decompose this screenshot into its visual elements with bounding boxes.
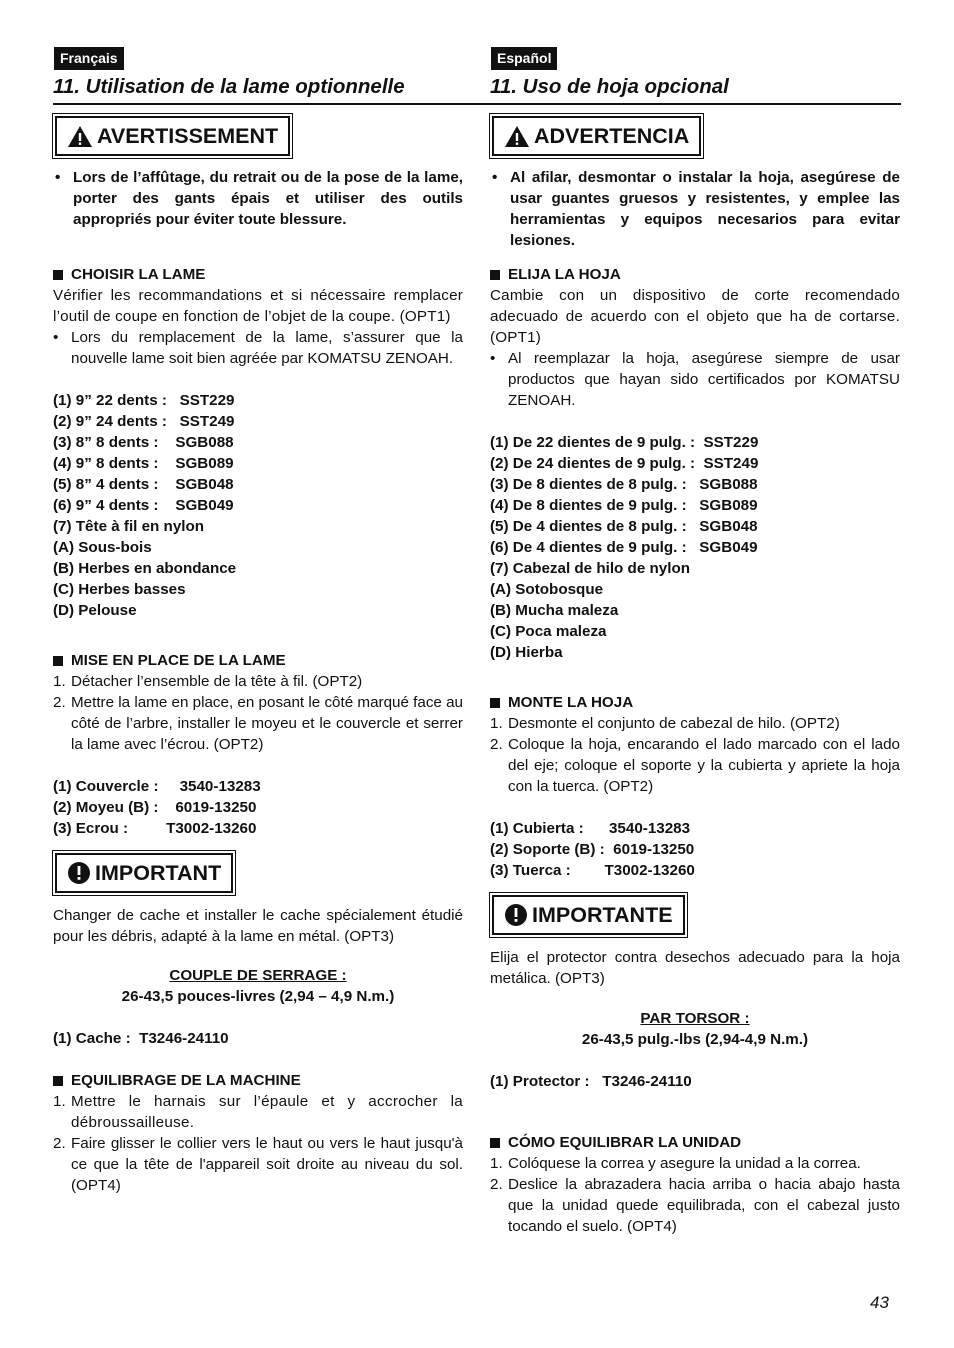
warning-label: AVERTISSEMENT	[97, 124, 279, 148]
warning-box-spanish	[492, 116, 701, 156]
balance-step: 1. Colóquese la correa y asegure la unidad a la correa.	[490, 1155, 861, 1172]
blade-list	[490, 432, 900, 663]
square-bullet-icon	[490, 698, 500, 708]
square-bullet-icon	[490, 270, 500, 280]
important-box-spanish	[492, 895, 685, 935]
list-item: (3) De 8 dientes de 8 pulg. : SGB088	[490, 476, 758, 493]
list-item: (2) De 24 dientes de 9 pulg. : SST249	[490, 455, 759, 472]
list-item: (D) Hierba	[490, 644, 563, 661]
mount-step: 1. Desmonte el conjunto de cabezal de hilo. (OPT2)	[490, 715, 840, 732]
exclamation-circle-icon	[504, 903, 528, 927]
list-item: (5) De 4 dientes de 8 pulg. : SGB048	[490, 518, 758, 535]
list-item: (5) 8” 4 dents : SGB048	[53, 476, 234, 493]
section-title-spanish: 11. Uso de hoja opcional	[490, 75, 729, 98]
mount-step: 2. Coloque la hoja, encarando el lado marcado con el lado del eje; coloque el soporte y la cubierta y apriete la hoja con la tuerca. (OPT2)	[490, 736, 900, 795]
list-item: (1) 9” 22 dents : SST229	[53, 392, 235, 409]
mount-blade-heading: MISE EN PLACE DE LA LAME	[53, 650, 463, 671]
list-item: (4) De 8 dientes de 9 pulg. : SGB089	[490, 497, 758, 514]
list-item: (1) De 22 dientes de 9 pulg. : SST229	[490, 434, 759, 451]
mount-step: 2. Mettre la lame en place, en posant le côté marqué face au côté de l’arbre, installer le moyeu et le couvercle et serrer la lame avec l’écrou. (OPT2)	[53, 694, 463, 753]
list-item: (3) 8” 8 dents : SGB088	[53, 434, 234, 451]
list-item: (D) Pelouse	[53, 602, 137, 619]
warning-triangle-icon	[504, 125, 530, 148]
parts-list	[53, 776, 463, 839]
list-item: (B) Mucha maleza	[490, 602, 619, 619]
list-item: (A) Sous-bois	[53, 539, 152, 556]
exclamation-circle-icon	[67, 861, 91, 885]
language-tag-french: Français	[54, 47, 124, 70]
torque-title: COUPLE DE SERRAGE :	[169, 967, 347, 984]
french-column	[53, 47, 463, 1196]
torque-value: 26-43,5 pulg.-lbs (2,94-4,9 N.m.)	[581, 1031, 809, 1048]
mount-blade-heading: MONTE LA HOJA	[490, 692, 900, 713]
list-item: (2) Moyeu (B) : 6019-13250	[53, 799, 257, 816]
important-label: IMPORTANTE	[532, 903, 673, 927]
list-item: (3) Ecrou : T3002-13260	[53, 820, 257, 837]
important-text: Elija el protector contra desechos adecuado para la hoja metálica. (OPT3)	[490, 949, 900, 987]
choose-blade-text: Vérifier les recommandations et si nécessaire remplacer l’outil de coupe en fonction de l’objet de la coupe. (OPT1)	[53, 287, 463, 325]
list-item: (A) Sotobosque	[490, 581, 604, 598]
choose-blade-heading: ELIJA LA HOJA	[490, 264, 900, 285]
list-item: (C) Herbes basses	[53, 581, 186, 598]
section-title-french: 11. Utilisation de la lame optionnelle	[53, 75, 405, 98]
warning-text: Al afilar, desmontar o instalar la hoja, asegúrese de usar guantes gruesos y resistentes, y emplee las herramientas y equipos necesarios para evitar lesiones.	[510, 169, 900, 249]
square-bullet-icon	[53, 270, 63, 280]
list-item: (1) Couvercle : 3540-13283	[53, 778, 261, 795]
list-item: (C) Poca maleza	[490, 623, 607, 640]
cover-part: (1) Cache : T3246-24110	[53, 1030, 229, 1047]
choose-blade-bullet: • Al reemplazar la hoja, asegúrese siempre de usar productos que hayan sido certificados por KOMATSU ZENOAH.	[490, 350, 900, 409]
list-item: (B) Herbes en abondance	[53, 560, 237, 577]
list-item: (1) Cubierta : 3540-13283	[490, 820, 691, 837]
square-bullet-icon	[53, 656, 63, 666]
cover-part: (1) Protector : T3246-24110	[490, 1073, 692, 1090]
warning-text: Lors de l’affûtage, du retrait ou de la pose de la lame, porter des gants épais et utiliser des outils appropriés pour éviter toute blessure.	[73, 169, 463, 228]
language-tag-spanish: Español	[491, 47, 557, 70]
balance-step: 2. Faire glisser le collier vers le haut ou vers le haut jusqu'à ce que la tête de l'appareil soit droite au niveau du sol. (OPT4)	[53, 1135, 463, 1194]
important-label: IMPORTANT	[95, 861, 222, 885]
balance-heading: CÓMO EQUILIBRAR LA UNIDAD	[490, 1132, 900, 1153]
page-number: 43	[870, 1293, 889, 1312]
important-text: Changer de cache et installer le cache spécialement étudié pour les débris, adapté à la lame en métal. (OPT3)	[53, 907, 463, 945]
square-bullet-icon	[53, 1076, 63, 1086]
list-item: (6) 9” 4 dents : SGB049	[53, 497, 234, 514]
list-item: (6) De 4 dientes de 9 pulg. : SGB049	[490, 539, 758, 556]
balance-heading: EQUILIBRAGE DE LA MACHINE	[53, 1070, 463, 1091]
important-box-french	[55, 853, 233, 893]
parts-list	[490, 818, 900, 881]
list-item: (2) Soporte (B) : 6019-13250	[490, 841, 695, 858]
list-item: (2) 9” 24 dents : SST249	[53, 413, 235, 430]
balance-step: 1. Mettre le harnais sur l’épaule et y accrocher la débroussailleuse.	[53, 1093, 463, 1131]
blade-list	[53, 390, 463, 621]
warning-item: • Lors de l’affûtage, du retrait ou de la pose de la lame, porter des gants épais et utiliser des outils appropriés pour éviter toute blessure.	[55, 169, 463, 228]
warning-label: ADVERTENCIA	[534, 124, 690, 148]
choose-blade-heading: CHOISIR LA LAME	[53, 264, 463, 285]
warning-box-french	[55, 116, 290, 156]
warning-item: • Al afilar, desmontar o instalar la hoja, asegúrese de usar guantes gruesos y resistentes, y emplee las herramientas y equipos necesarios para evitar lesiones.	[492, 169, 900, 249]
balance-step: 2. Deslice la abrazadera hacia arriba o hacia abajo hasta que la unidad quede equilibrada, con el cabezal justo tocando el suelo. (OPT4)	[490, 1176, 900, 1235]
warning-triangle-icon	[67, 125, 93, 148]
list-item: (4) 9” 8 dents : SGB089	[53, 455, 234, 472]
choose-blade-text: Cambie con un dispositivo de corte recomendado adecuado de acuerdo con el objeto que ha de cortarse. (OPT1)	[490, 287, 900, 346]
square-bullet-icon	[490, 1138, 500, 1148]
torque-title: PAR TORSOR :	[640, 1010, 750, 1027]
list-item: (3) Tuerca : T3002-13260	[490, 862, 695, 879]
list-item: (7) Tête à fil en nylon	[53, 518, 205, 535]
mount-step: 1. Détacher l’ensemble de la tête à fil. (OPT2)	[53, 673, 363, 690]
choose-blade-bullet: • Lors du remplacement de la lame, s’assurer que la nouvelle lame soit bien agréée par KOMATSU ZENOAH.	[53, 329, 463, 367]
torque-value: 26-43,5 pouces-livres (2,94 – 4,9 N.m.)	[121, 988, 395, 1005]
spanish-column	[490, 47, 900, 1237]
list-item: (7) Cabezal de hilo de nylon	[490, 560, 690, 577]
